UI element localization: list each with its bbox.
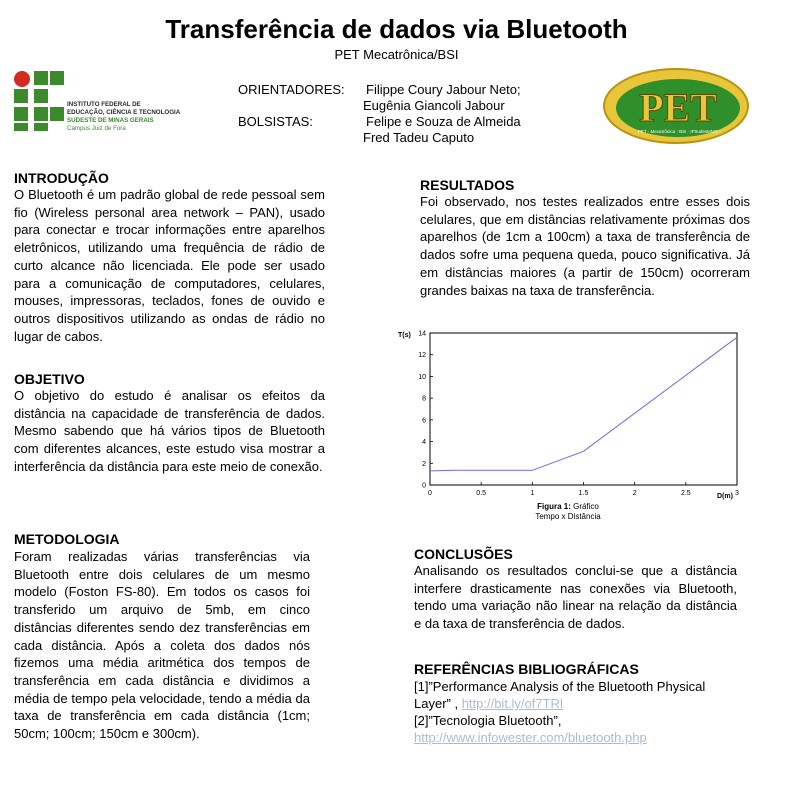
chart-x-tick-label: 3	[735, 490, 739, 497]
ifet-name-line1: INSTITUTO FEDERAL DE	[67, 101, 141, 108]
ifet-logo-mark	[14, 71, 64, 131]
figure-caption-label: Figura 1:	[537, 502, 571, 511]
ifet-name-line4: Campus Juiz de Fora	[67, 125, 126, 132]
metodologia-text: Foram realizadas várias transferências via Bluetooth entre dois celulares de um mesmo modelo (Foston FS-80). Em todos os casos foi transferido um arquivo de 5mb, em cinco distâncias diferentes sendo dez transferências em cada distância. Após a coleta dos dados nós fizemos uma média aritmética dos tempos de transferência em cada distância e dividimos a média de tempo pela velocidade, tendo a média da taxa de transferência em cada distância (1cm; 50cm; 100cm; 150cm e 300cm).	[14, 549, 310, 742]
reference-2-link[interactable]: http://www.infowester.com/bluetooth.php	[414, 730, 647, 745]
chart-x-label: D(m)	[717, 493, 733, 500]
orientadores-label: ORIENTADORES:	[238, 82, 345, 97]
ifet-logo	[12, 69, 182, 133]
chart-y-tick-label: 2	[422, 460, 426, 468]
objetivo-heading: OBJETIVO	[14, 371, 85, 387]
bolsista-2: Fred Tadeu Caputo	[363, 130, 475, 145]
figure-caption-line2: Tempo x Distância	[535, 512, 601, 521]
chart-y-tick-label: 8	[422, 395, 426, 403]
chart-y-tick-label: 6	[422, 417, 426, 425]
resultados-heading: RESULTADOS	[420, 177, 515, 193]
chart-y-tick-label: 4	[422, 439, 426, 447]
reference-1-text: [1]”Performance Analysis of the Bluetooth Physical Layer” ,	[414, 679, 706, 711]
figure-caption-text: Gráfico	[570, 502, 599, 511]
objetivo-text: O objetivo do estudo é analisar os efeitos da distância na capacidade de transferência de dados. Mesmo sabendo que há vários tipos de Bluetooth com diferentes alcances, este estudo visa mostrar a interferência da distância para este meio de conexão.	[14, 388, 325, 474]
chart-y-tick-label: 10	[418, 373, 426, 381]
poster-title: Transferência de dados via Bluetooth	[165, 14, 628, 44]
chart-x-ticks	[428, 482, 739, 497]
reference-2-text: [2]”Tecnologia Bluetooth”,	[414, 713, 562, 728]
resultados-text: Foi observado, nos testes realizados entre esses dois celulares, que em distâncias relativamente próximas dos aparelhos (de 1cm a 100cm) a taxa de transferência de dados sofre uma pequena queda, pouco significativa. Já em distâncias maiores (a partir de 150cm) ocorreram grandes baixas na taxa de transferência.	[420, 194, 750, 298]
metodologia-heading: METODOLOGIA	[14, 531, 120, 547]
figure-caption	[500, 502, 636, 522]
reference-1	[414, 678, 734, 712]
ifet-name-line3: SUDESTE DE MINAS GERAIS	[67, 117, 154, 124]
chart-x-tick-label: 2.5	[680, 490, 691, 497]
chart-y-label: T(s)	[398, 332, 411, 339]
poster-subtitle: PET Mecatrônica/BSI	[334, 47, 459, 62]
chart-svg	[392, 325, 747, 525]
bolsistas-label: BOLSISTAS:	[238, 114, 313, 129]
introducao-heading: INTRODUÇÃO	[14, 170, 109, 186]
ifet-name-line2: EDUCAÇÃO, CIÊNCIA E TECNOLOGIA	[67, 109, 181, 116]
chart-x-tick-label: 2	[632, 490, 637, 497]
chart-x-tick-label: 1.5	[578, 490, 589, 497]
chart-x-tick-label: 1	[530, 490, 535, 497]
orientador-1: Filippe Coury Jabour Neto;	[366, 82, 521, 97]
reference-2	[414, 712, 744, 746]
chart-time-vs-distance	[392, 325, 747, 525]
chart-y-tick-label: 0	[422, 482, 426, 490]
chart-y-ticks	[418, 331, 433, 490]
pet-logo	[602, 66, 750, 146]
orientador-2: Eugênia Giancoli Jabour	[363, 98, 505, 113]
chart-series-line	[430, 337, 737, 471]
chart-y-tick-label: 14	[418, 330, 426, 338]
chart-x-tick-label: 0.5	[476, 490, 487, 497]
bolsista-1: Felipe e Souza de Almeida	[366, 114, 521, 129]
chart-plot-frame	[430, 333, 737, 485]
chart-x-tick-label: 0	[428, 490, 432, 497]
reference-1-link[interactable]: http://bit.ly/of7TRl	[461, 696, 563, 711]
pet-logo-text: PET	[639, 85, 717, 130]
introducao-text: O Bluetooth é um padrão global de rede pessoal sem fio (Wireless personal area network – PAN), usado para conectar e trocar informações entre aparelhos eletrônicos, utilizando uma frequência de rádio de curto alcance não licenciada. Ele pode ser usado para a comunicação de computadores, celulares, mouses, impressoras, teclados, fones de ouvido e outros dispositivos utilizando as ondas de rádio no lugar de cabos.	[14, 187, 325, 344]
conclusoes-text: Analisando os resultados conclui-se que a distância interfere drasticamente nas conexões via Bluetooth, tendo uma variação não linear na relação da distância e da taxa de transferência de dados.	[414, 563, 737, 632]
referencias-heading: REFERÊNCIAS BIBLIOGRÁFICAS	[414, 661, 639, 677]
pet-logo-caption: PET · Mecatrônica · BSI · IFSudesteMG	[637, 129, 719, 134]
chart-y-tick-label: 12	[418, 352, 426, 360]
conclusoes-heading: CONCLUSÕES	[414, 546, 513, 562]
